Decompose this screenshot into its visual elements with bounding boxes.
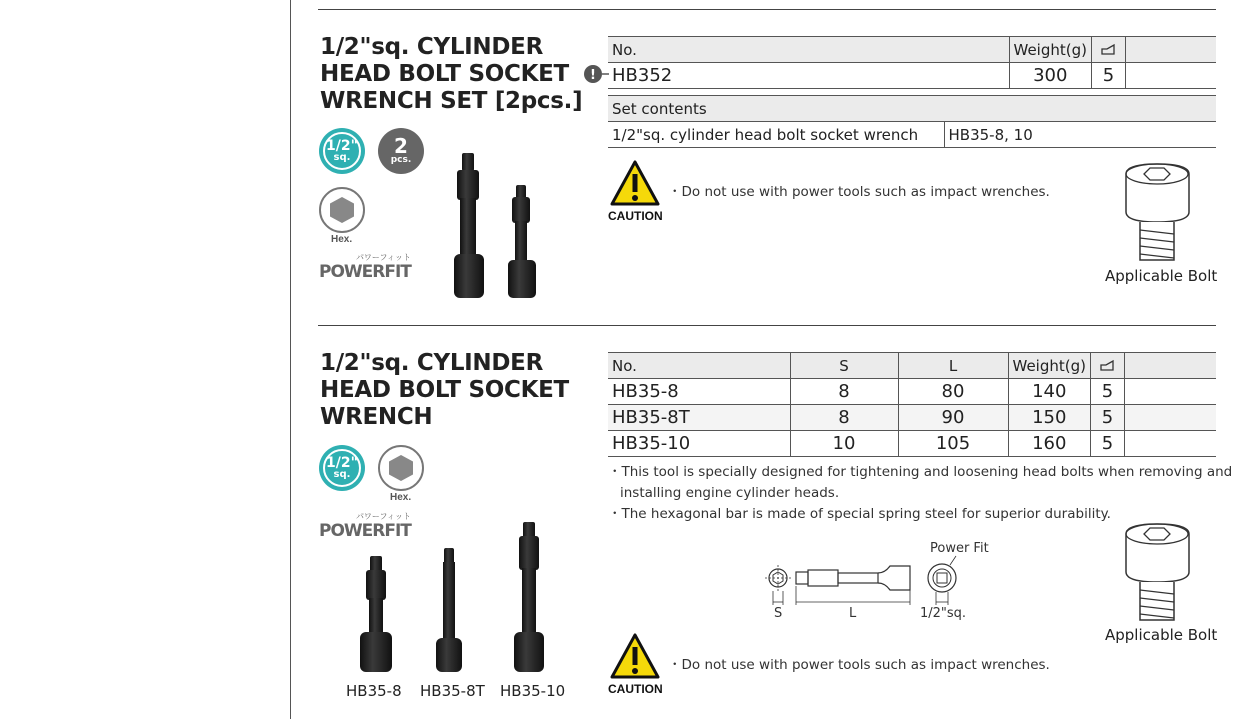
cell-weight: 150 bbox=[1008, 405, 1090, 431]
header-blank bbox=[1125, 37, 1216, 63]
section2-spec-table bbox=[608, 352, 1216, 457]
applicable-bolt-label: Applicable Bolt bbox=[1105, 267, 1218, 285]
applicable-bolt-label: Applicable Bolt bbox=[1105, 626, 1218, 644]
powerfit-logo bbox=[319, 253, 411, 282]
header-weight: Weight(g) bbox=[1008, 353, 1090, 379]
header-no: No. bbox=[608, 353, 790, 379]
section1-title bbox=[320, 34, 582, 115]
powerfit-logo-text: POWERFIT bbox=[319, 262, 411, 282]
powerfit-logo-kata: パワーフィット bbox=[355, 253, 411, 262]
cell-l: 90 bbox=[898, 405, 1008, 431]
cell-blank bbox=[1124, 431, 1216, 457]
section2-title-line: 1/2"sq. CYLINDER bbox=[320, 350, 543, 376]
box-quantity-icon bbox=[1090, 353, 1124, 379]
note-line: installing engine cylinder heads. bbox=[620, 485, 840, 501]
badge-top: 1/2" bbox=[326, 137, 358, 154]
section2-title-line: WRENCH bbox=[320, 404, 433, 430]
drive-size-badge bbox=[319, 445, 365, 491]
cell-weight: 300 bbox=[1009, 63, 1091, 89]
set-contents-label: Set contents bbox=[608, 96, 1216, 122]
info-icon bbox=[583, 64, 609, 84]
set-contents-item: 1/2"sq. cylinder head bolt socket wrench bbox=[608, 122, 944, 148]
note-line: ・The hexagonal bar is made of special spring steel for superior durability. bbox=[608, 506, 1111, 522]
product-caption: HB35-8 bbox=[346, 682, 402, 700]
header-no: No. bbox=[608, 37, 1009, 63]
cell-weight: 160 bbox=[1008, 431, 1090, 457]
note-line: ・This tool is specially designed for tightening and loosening head bolts when removing and bbox=[608, 464, 1233, 480]
page-divider-line bbox=[290, 0, 291, 719]
badge-bottom: sq. bbox=[333, 151, 351, 163]
cell-no: HB352 bbox=[608, 63, 1009, 89]
caution-triangle-icon bbox=[610, 160, 660, 206]
header-l: L bbox=[898, 353, 1008, 379]
section2-title bbox=[320, 350, 569, 431]
caution-label: CAUTION bbox=[608, 682, 663, 696]
caution-label: CAUTION bbox=[608, 209, 663, 223]
section-rule-middle bbox=[318, 325, 1216, 326]
product-caption: HB35-10 bbox=[500, 682, 566, 700]
header-weight: Weight(g) bbox=[1009, 37, 1091, 63]
section2-notes bbox=[608, 462, 1233, 525]
cell-qty: 5 bbox=[1090, 379, 1124, 405]
caution-text: ・Do not use with power tools such as impact wrenches. bbox=[668, 184, 1050, 200]
cell-l: 80 bbox=[898, 379, 1008, 405]
caution-triangle-icon bbox=[610, 633, 660, 679]
diagram-l-label: L bbox=[849, 606, 857, 621]
cell-l: 105 bbox=[898, 431, 1008, 457]
cell-s: 8 bbox=[790, 379, 898, 405]
cell-blank bbox=[1124, 405, 1216, 431]
cell-no: HB35-10 bbox=[608, 431, 790, 457]
powerfit-logo-text: POWERFIT bbox=[319, 521, 411, 541]
section1-title-line: 1/2"sq. CYLINDER bbox=[320, 34, 543, 60]
cell-weight: 140 bbox=[1008, 379, 1090, 405]
pieces-badge bbox=[378, 128, 424, 174]
svg-text:!: ! bbox=[590, 68, 596, 83]
applicable-bolt-image bbox=[1120, 520, 1195, 625]
cell-no: HB35-8 bbox=[608, 379, 790, 405]
product-image-row bbox=[350, 518, 565, 678]
hex-label: Hex. bbox=[390, 492, 412, 503]
hex-label: Hex. bbox=[331, 234, 353, 245]
product-image-set bbox=[440, 150, 560, 300]
product-caption: HB35-8T bbox=[420, 682, 485, 700]
cell-s: 8 bbox=[790, 405, 898, 431]
cell-blank bbox=[1125, 63, 1216, 89]
box-quantity-icon bbox=[1091, 37, 1125, 63]
cell-qty: 5 bbox=[1091, 63, 1125, 89]
set-contents-table bbox=[608, 95, 1216, 148]
section-rule-top bbox=[318, 9, 1216, 10]
section1-title-line: HEAD BOLT SOCKET bbox=[320, 61, 569, 87]
header-blank bbox=[1124, 353, 1216, 379]
caution-text: ・Do not use with power tools such as impact wrenches. bbox=[668, 657, 1050, 673]
hex-icon bbox=[378, 445, 424, 491]
cell-s: 10 bbox=[790, 431, 898, 457]
header-s: S bbox=[790, 353, 898, 379]
cell-qty: 5 bbox=[1090, 405, 1124, 431]
cell-blank bbox=[1124, 379, 1216, 405]
badge-bottom: sq. bbox=[333, 468, 351, 480]
drive-size-badge bbox=[319, 128, 365, 174]
cell-no: HB35-8T bbox=[608, 405, 790, 431]
section1-title-line: WRENCH SET [2pcs.] bbox=[320, 88, 583, 114]
diagram-s-label: S bbox=[774, 606, 783, 621]
cell-qty: 5 bbox=[1090, 431, 1124, 457]
section2-title-line: HEAD BOLT SOCKET bbox=[320, 377, 569, 403]
diagram-sq-label: 1/2"sq. bbox=[920, 606, 967, 621]
section1-spec-table bbox=[608, 36, 1216, 89]
set-contents-models: HB35-8, 10 bbox=[944, 122, 1216, 148]
hex-icon bbox=[319, 187, 365, 233]
applicable-bolt-image bbox=[1120, 160, 1195, 265]
powerfit-logo-kata: パワーフィット bbox=[355, 512, 411, 521]
badge-top: 1/2" bbox=[326, 454, 358, 471]
badge-top: 2 bbox=[394, 134, 408, 158]
badge-bottom: pcs. bbox=[390, 155, 412, 165]
diagram-power-fit: Power Fit bbox=[930, 541, 989, 556]
